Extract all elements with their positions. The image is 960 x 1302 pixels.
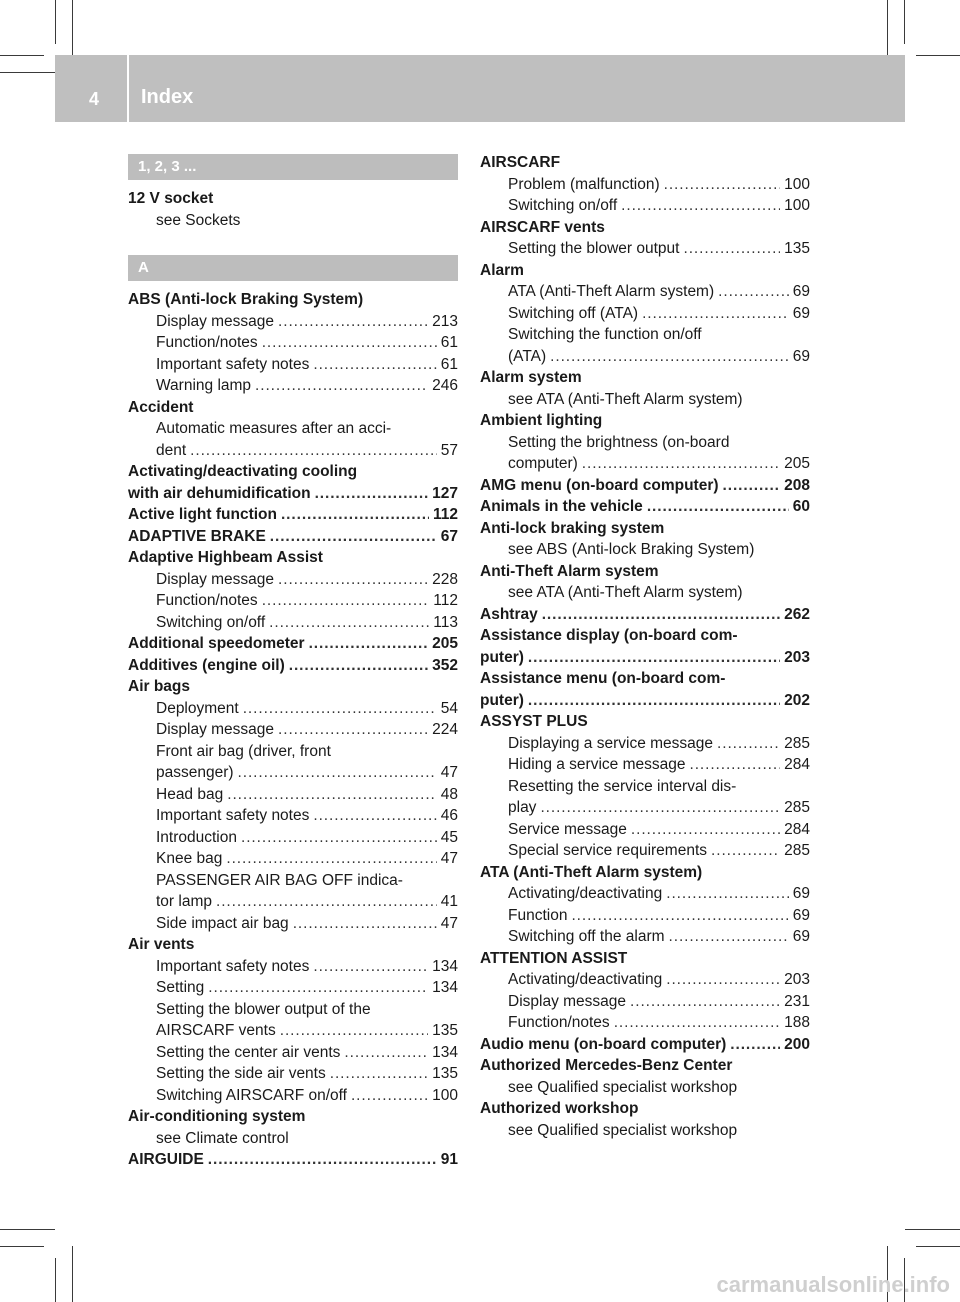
spacer <box>128 231 458 255</box>
spacer <box>128 180 458 188</box>
dot-leader <box>669 926 789 948</box>
entry-text: Displaying a service message <box>508 734 714 752</box>
dot-leader <box>278 311 428 333</box>
entry-text: Switching AIRSCARF on/off <box>156 1086 347 1104</box>
dot-leader <box>647 496 789 518</box>
page-reference: 208 <box>784 476 810 494</box>
page-reference: 202 <box>784 691 810 709</box>
dot-leader <box>289 655 428 677</box>
dot-leader <box>313 354 436 376</box>
entry-text: Display message <box>156 312 275 330</box>
dot-leader <box>717 733 780 755</box>
index-subentry <box>480 1012 810 1034</box>
index-subentry <box>128 311 458 333</box>
page-reference: 61 <box>440 334 458 351</box>
crop-mark <box>72 1246 73 1302</box>
page-reference: 188 <box>784 1014 810 1031</box>
index-entry: Authorized workshop <box>480 1100 639 1117</box>
index-subentry: Resetting the service interval dis- <box>508 777 737 795</box>
page-reference: 69 <box>792 347 810 365</box>
index-subentry <box>128 1085 458 1107</box>
index-subentry <box>480 991 810 1013</box>
crop-mark <box>916 55 960 56</box>
entry-text: puter) <box>480 648 524 666</box>
entry-text: Ashtray <box>480 605 538 623</box>
index-subentry <box>480 819 810 841</box>
index-subentry <box>128 698 458 720</box>
entry-text: Function/notes <box>156 334 258 351</box>
dot-leader <box>730 1034 780 1056</box>
watermark: carmanualsonline.info <box>716 1272 950 1297</box>
index-subentry: see Qualified specialist workshop <box>508 1121 738 1139</box>
index-entry <box>480 496 810 518</box>
dot-leader <box>278 719 428 741</box>
index-subentry <box>128 612 458 634</box>
index-entry: Ambient lighting <box>480 412 603 429</box>
dot-leader <box>270 526 437 548</box>
entry-text: with air dehumidification <box>128 484 311 502</box>
page-reference: 127 <box>432 484 458 502</box>
entry-text: Switching on/off <box>156 613 266 631</box>
index-entry: Assistance menu (on-board com- <box>480 670 726 687</box>
entry-text: computer) <box>508 455 578 472</box>
entry-text: Service message <box>508 820 627 838</box>
index-subentry: see Qualified specialist workshop <box>508 1078 738 1096</box>
index-entry: ABS (Anti-lock Braking System) <box>128 291 364 308</box>
crop-mark <box>916 1246 960 1247</box>
dot-leader <box>351 1085 428 1107</box>
page-reference: 134 <box>432 1043 458 1061</box>
entry-text: (ATA) <box>508 347 547 365</box>
index-subentry <box>128 354 458 376</box>
index-entry <box>128 655 458 677</box>
entry-text: Setting <box>156 979 205 996</box>
crop-mark <box>887 0 888 55</box>
page-reference: 47 <box>440 764 458 781</box>
index-entry: Assistance display (on-board com- <box>480 627 738 644</box>
index-subentry <box>480 926 810 948</box>
dot-leader <box>309 633 429 655</box>
page-number: 4 <box>89 89 100 109</box>
dot-leader <box>582 453 780 475</box>
index-subentry <box>128 719 458 741</box>
header-divider <box>127 55 129 122</box>
index-subentry: see Climate control <box>156 1129 289 1147</box>
dot-leader <box>571 905 788 927</box>
index-subentry <box>128 1063 458 1085</box>
entry-text: Animals in the vehicle <box>480 498 643 515</box>
page-reference: 262 <box>784 605 810 623</box>
entry-text: passenger) <box>156 764 234 781</box>
crop-mark <box>55 0 56 44</box>
index-subentry: Switching the function on/off <box>508 326 702 343</box>
dot-leader <box>226 848 436 870</box>
dot-leader <box>344 1042 428 1064</box>
page-reference: 224 <box>432 721 458 738</box>
index-entry: ATA (Anti-Theft Alarm system) <box>480 863 703 881</box>
dot-leader <box>281 504 429 526</box>
page-reference: 69 <box>792 928 810 945</box>
index-subentry: see Sockets <box>156 211 241 229</box>
page-reference: 100 <box>784 175 810 193</box>
entry-text: Switching off the alarm <box>508 928 665 945</box>
index-subentry <box>128 590 458 612</box>
dot-leader <box>280 1020 428 1042</box>
dot-leader <box>216 891 437 913</box>
page-reference: 203 <box>784 648 810 666</box>
entry-text: Head bag <box>156 785 224 803</box>
entry-text: Audio menu (on-board computer) <box>480 1035 727 1053</box>
entry-text: AIRGUIDE <box>128 1151 204 1168</box>
index-entry <box>480 647 810 669</box>
page-reference: 228 <box>432 570 458 588</box>
dot-leader <box>208 977 428 999</box>
index-subentry: Automatic measures after an acci- <box>156 420 392 437</box>
dot-leader <box>227 784 437 806</box>
crop-mark <box>0 1246 44 1247</box>
index-subentry <box>128 805 458 827</box>
entry-text: Activating/deactivating <box>508 885 663 902</box>
entry-text: Important safety notes <box>156 957 310 975</box>
index-entry: AIRSCARF <box>480 154 561 171</box>
index-entry <box>480 604 810 626</box>
entry-text: Introduction <box>156 828 237 846</box>
section-bar: A <box>128 255 458 281</box>
entry-text: Setting the blower output <box>508 240 680 257</box>
page-reference: 205 <box>432 635 458 652</box>
dot-leader <box>262 332 437 354</box>
page-reference: 200 <box>784 1035 810 1053</box>
index-entry <box>480 475 810 497</box>
entry-text: Important safety notes <box>156 807 310 824</box>
entry-text: AIRSCARF vents <box>156 1022 276 1039</box>
page-reference: 46 <box>440 807 458 824</box>
index-entry: Air-conditioning system <box>128 1108 306 1125</box>
index-column-left <box>128 154 458 1171</box>
index-subentry <box>480 969 810 991</box>
index-subentry <box>480 840 810 862</box>
index-entry: ATTENTION ASSIST <box>480 949 628 967</box>
index-subentry <box>128 913 458 935</box>
index-entry: Adaptive Highbeam Assist <box>128 549 323 566</box>
dot-leader <box>631 819 780 841</box>
index-subentry <box>128 848 458 870</box>
index-subentry <box>480 195 810 217</box>
page-reference: 47 <box>440 914 458 932</box>
dot-leader <box>255 375 428 397</box>
entry-text: Additional speedometer <box>128 635 305 652</box>
dot-leader <box>723 475 781 497</box>
page-reference: 135 <box>784 240 810 257</box>
entry-text: Setting the side air vents <box>156 1065 326 1082</box>
index-subentry: see ABS (Anti-lock Braking System) <box>508 541 755 558</box>
dot-leader <box>243 698 437 720</box>
crop-mark <box>0 72 55 73</box>
index-subentry <box>128 375 458 397</box>
index-entry: Accident <box>128 398 194 416</box>
index-entry: Anti-lock braking system <box>480 519 665 537</box>
dot-leader <box>528 690 780 712</box>
page-reference: 246 <box>432 377 458 394</box>
page-reference: 54 <box>440 699 458 717</box>
index-entry <box>480 1034 810 1056</box>
page-reference: 135 <box>432 1022 458 1039</box>
index-subentry <box>128 569 458 591</box>
page-reference: 61 <box>440 355 458 373</box>
crop-mark <box>72 0 73 55</box>
entry-text: tor lamp <box>156 893 212 910</box>
index-entry: ASSYST PLUS <box>480 713 588 730</box>
dot-leader <box>664 174 781 196</box>
entry-text: puter) <box>480 691 524 709</box>
entry-text: AMG menu (on-board computer) <box>480 476 719 494</box>
index-entry <box>128 526 458 548</box>
index-subentry <box>480 883 810 905</box>
entry-text: Deployment <box>156 699 239 717</box>
dot-leader <box>293 913 437 935</box>
page-reference: 113 <box>433 613 458 631</box>
index-subentry: PASSENGER AIR BAG OFF indica- <box>156 871 403 889</box>
entry-text: Special service requirements <box>508 842 708 859</box>
index-entry: Anti-Theft Alarm system <box>480 562 659 580</box>
page-reference: 205 <box>784 455 810 472</box>
index-subentry <box>128 332 458 354</box>
page-reference: 48 <box>440 785 458 803</box>
dot-leader <box>238 762 437 784</box>
index-subentry <box>480 754 810 776</box>
page-reference: 134 <box>432 979 458 996</box>
index-entry <box>480 690 810 712</box>
page-reference: 67 <box>440 527 458 545</box>
page-reference: 57 <box>440 441 458 459</box>
index-subentry <box>480 238 810 260</box>
page-reference: 69 <box>792 283 810 300</box>
dot-leader <box>315 483 429 505</box>
dot-leader <box>666 969 780 991</box>
dot-leader <box>621 195 780 217</box>
index-entry: AIRSCARF vents <box>480 218 605 236</box>
index-entry <box>128 1149 458 1171</box>
entry-text: play <box>508 799 537 816</box>
page-reference: 135 <box>432 1065 458 1082</box>
crop-mark <box>55 1258 56 1302</box>
dot-leader <box>689 754 780 776</box>
page-reference: 284 <box>784 820 810 838</box>
entry-text: Switching off (ATA) <box>508 304 639 322</box>
index-subentry <box>480 303 810 325</box>
entry-text: dent <box>156 441 187 459</box>
dot-leader <box>330 1063 428 1085</box>
index-subentry: Setting the blower output of the <box>156 1000 371 1018</box>
index-subentry <box>480 733 810 755</box>
index-subentry: see ATA (Anti-Theft Alarm system) <box>508 390 743 408</box>
entry-text: Display message <box>508 992 627 1010</box>
spacer <box>128 281 458 289</box>
index-subentry <box>128 1020 458 1042</box>
index-subentry <box>480 174 810 196</box>
page-reference: 41 <box>440 893 458 910</box>
dot-leader <box>683 238 780 260</box>
dot-leader <box>313 956 428 978</box>
index-entry: Air vents <box>128 936 195 953</box>
index-entry <box>128 504 458 526</box>
entry-text: Activating/deactivating <box>508 971 663 988</box>
entry-text: Additives (engine oil) <box>128 656 285 674</box>
index-subentry <box>480 346 810 368</box>
dot-leader <box>630 991 780 1013</box>
entry-text: Function/notes <box>156 592 258 609</box>
entry-text: Switching on/off <box>508 197 618 214</box>
page-reference: 203 <box>784 971 810 988</box>
page-reference: 100 <box>432 1086 458 1104</box>
index-subentry <box>128 1042 458 1064</box>
entry-text: Important safety notes <box>156 355 310 373</box>
index-subentry: Front air bag (driver, front <box>156 742 331 760</box>
entry-text: Function/notes <box>508 1014 610 1031</box>
page-reference: 112 <box>433 592 458 609</box>
dot-leader <box>614 1012 780 1034</box>
dot-leader <box>718 281 789 303</box>
page-reference: 91 <box>440 1151 458 1168</box>
index-subentry: Setting the brightness (on-board <box>508 433 730 451</box>
page-reference: 47 <box>440 850 458 867</box>
page-reference: 69 <box>792 906 810 924</box>
dot-leader <box>666 883 789 905</box>
index-entry: Alarm system <box>480 369 582 386</box>
index-subentry <box>480 281 810 303</box>
dot-leader <box>278 569 428 591</box>
dot-leader <box>313 805 436 827</box>
index-entry: Alarm <box>480 261 524 279</box>
page-reference: 231 <box>784 992 810 1010</box>
index-entry: Authorized Mercedes-Benz Center <box>480 1057 733 1074</box>
index-subentry <box>128 827 458 849</box>
entry-text: Warning lamp <box>156 377 252 394</box>
index-subentry <box>128 891 458 913</box>
entry-text: Active light function <box>128 506 277 523</box>
page-title: Index <box>141 86 194 108</box>
index-entry: 12 V socket <box>128 190 214 207</box>
crop-mark <box>904 0 905 44</box>
index-entry <box>128 483 458 505</box>
dot-leader <box>642 303 789 325</box>
entry-text: Display message <box>156 721 275 738</box>
crop-mark <box>905 1229 960 1230</box>
index-entry: Air bags <box>128 678 191 695</box>
page-reference: 284 <box>784 756 810 773</box>
crop-mark <box>0 1229 55 1230</box>
page-reference: 285 <box>784 799 810 816</box>
page-reference: 45 <box>440 828 458 846</box>
entry-text: Hiding a service message <box>508 756 686 773</box>
dot-leader <box>241 827 437 849</box>
section-bar: 1, 2, 3 ... <box>128 154 458 180</box>
entry-text: Function <box>508 906 568 924</box>
dot-leader <box>208 1149 437 1171</box>
entry-text: Setting the center air vents <box>156 1043 341 1061</box>
index-subentry <box>480 905 810 927</box>
index-subentry <box>480 453 810 475</box>
page-reference: 213 <box>432 312 458 330</box>
entry-text: ADAPTIVE BRAKE <box>128 527 266 545</box>
page-reference: 69 <box>792 304 810 322</box>
page-reference: 69 <box>792 885 810 902</box>
index-subentry: see ATA (Anti-Theft Alarm system) <box>508 584 743 601</box>
dot-leader <box>528 647 780 669</box>
entry-text: ATA (Anti-Theft Alarm system) <box>508 283 715 300</box>
page-reference: 60 <box>792 498 810 515</box>
index-subentry <box>128 977 458 999</box>
index-subentry <box>128 440 458 462</box>
dot-leader <box>550 346 789 368</box>
page-reference: 134 <box>432 957 458 975</box>
dot-leader <box>542 604 780 626</box>
index-subentry <box>128 784 458 806</box>
index-column-right <box>480 152 810 1141</box>
page-reference: 100 <box>784 197 810 214</box>
index-entry <box>128 633 458 655</box>
index-entry: Activating/deactivating cooling <box>128 463 358 480</box>
entry-text: Knee bag <box>156 850 223 867</box>
page-reference: 285 <box>784 734 810 752</box>
index-subentry <box>128 762 458 784</box>
dot-leader <box>540 797 780 819</box>
dot-leader <box>262 590 430 612</box>
dot-leader <box>190 440 437 462</box>
index-subentry <box>480 797 810 819</box>
page-reference: 112 <box>432 506 458 523</box>
page-reference: 285 <box>784 842 810 859</box>
dot-leader <box>711 840 780 862</box>
dot-leader <box>269 612 429 634</box>
entry-text: Display message <box>156 570 275 588</box>
crop-mark <box>0 55 44 56</box>
index-subentry <box>128 956 458 978</box>
entry-text: Problem (malfunction) <box>508 175 660 193</box>
page-reference: 352 <box>432 656 458 674</box>
entry-text: Side impact air bag <box>156 914 289 932</box>
